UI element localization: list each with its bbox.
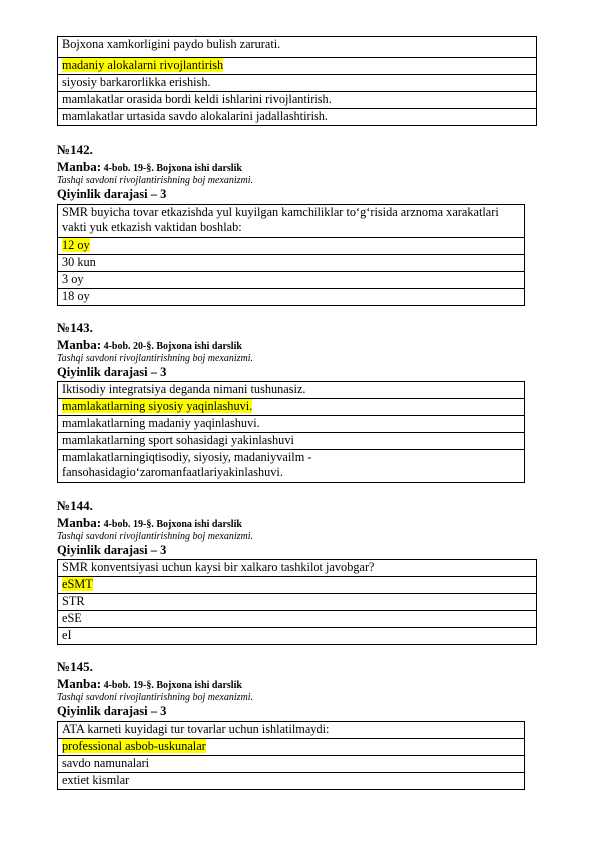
option-text: extiet kismlar: [58, 773, 525, 790]
answer-table: [57, 204, 525, 306]
source-line: Manba: 4-bob. 19-§. Bojxona ishi darslik: [57, 676, 242, 691]
correct-option: 12 oy: [62, 238, 90, 252]
source-line: Manba: 4-bob. 20-§. Bojxona ishi darslik: [57, 337, 242, 352]
option-row: [58, 611, 537, 628]
option-text: mamlakatlarning madaniy yaqinlashuvi.: [58, 416, 525, 433]
question-row: [58, 205, 525, 238]
option-row: [58, 450, 525, 483]
question-number: №143.: [57, 320, 93, 335]
option-text: STR: [58, 594, 537, 611]
option-row: [58, 416, 525, 433]
correct-option: mamlakatlarning siyosiy yaqinlashuvi.: [62, 399, 253, 413]
option-text: 30 kun: [58, 255, 525, 272]
question-number: №142.: [57, 142, 93, 157]
question-row: [58, 37, 537, 58]
answer-table: [57, 36, 537, 126]
option-text: mamlakatlarning sport sohasidagi yakinlashuvi: [58, 433, 525, 450]
question-row: [58, 382, 525, 399]
option-row: [58, 628, 537, 645]
option-text: mamlakatlar orasida bordi keldi ishlarini rivojlantirish.: [58, 92, 537, 109]
option-text: 3 oy: [58, 272, 525, 289]
option-text: mamlakatlar urtasida savdo alokalarini jadallashtirish.: [58, 109, 537, 126]
option-row: [58, 289, 525, 306]
correct-option: professional asbob-uskunalar: [62, 739, 206, 753]
difficulty-line: Qiyinlik darajasi – 3: [57, 704, 167, 718]
question-text: SMR buyicha tovar etkazishda yul kuyilgan kamchiliklar to‘g‘risida arznoma xarakatlari vakti yuk etkazish vaktidan boshlab:: [58, 205, 525, 238]
option-row: [58, 58, 537, 75]
option-row: [58, 272, 525, 289]
option-text: savdo namunalari: [58, 756, 525, 773]
option-row: [58, 433, 525, 450]
question-row: [58, 722, 525, 739]
option-text: 18 oy: [58, 289, 525, 306]
source-line: Manba: 4-bob. 19-§. Bojxona ishi darslik: [57, 159, 242, 174]
difficulty-line: Qiyinlik darajasi – 3: [57, 365, 167, 379]
answer-table: [57, 381, 525, 483]
correct-option: eSMT: [62, 577, 93, 591]
answer-table: [57, 721, 525, 790]
question-number: №144.: [57, 498, 93, 513]
question-row: [58, 560, 537, 577]
topic-line: Tashqi savdoni rivojlantirishning boj mexanizmi.: [57, 531, 254, 542]
question-text: SMR konventsiyasi uchun kaysi bir xalkaro tashkilot javobgar?: [58, 560, 537, 577]
option-row: [58, 399, 525, 416]
option-row: [58, 75, 537, 92]
question-text: Iktisodiy integratsiya deganda nimani tushunasiz.: [58, 382, 525, 399]
question-text: Bojxona xamkorligini paydo bulish zarurati.: [58, 37, 537, 58]
option-text: siyosiy barkarorlikka erishish.: [58, 75, 537, 92]
difficulty-line: Qiyinlik darajasi – 3: [57, 187, 167, 201]
option-text: eSE: [58, 611, 537, 628]
question-number: №145.: [57, 659, 93, 674]
option-row: [58, 255, 525, 272]
source-line: Manba: 4-bob. 19-§. Bojxona ishi darslik: [57, 515, 242, 530]
option-row: [58, 92, 537, 109]
correct-option: madaniy alokalarni rivojlantirish: [62, 58, 224, 72]
topic-line: Tashqi savdoni rivojlantirishning boj mexanizmi.: [57, 353, 254, 364]
topic-line: Tashqi savdoni rivojlantirishning boj mexanizmi.: [57, 175, 254, 186]
question-text: ATA karneti kuyidagi tur tovarlar uchun ishlatilmaydi:: [58, 722, 525, 739]
option-text: mamlakatlarningiqtisodiy, siyosiy, madaniyvailm - fansohasidagio‘zaromanfaatlariyakinlashuvi.: [58, 450, 525, 483]
answer-table: [57, 559, 537, 645]
option-row: [58, 756, 525, 773]
option-row: [58, 577, 537, 594]
option-row: [58, 109, 537, 126]
difficulty-line: Qiyinlik darajasi – 3: [57, 543, 167, 557]
topic-line: Tashqi savdoni rivojlantirishning boj mexanizmi.: [57, 692, 254, 703]
option-row: [58, 773, 525, 790]
option-row: [58, 594, 537, 611]
option-row: [58, 238, 525, 255]
option-text: eI: [58, 628, 537, 645]
option-row: [58, 739, 525, 756]
